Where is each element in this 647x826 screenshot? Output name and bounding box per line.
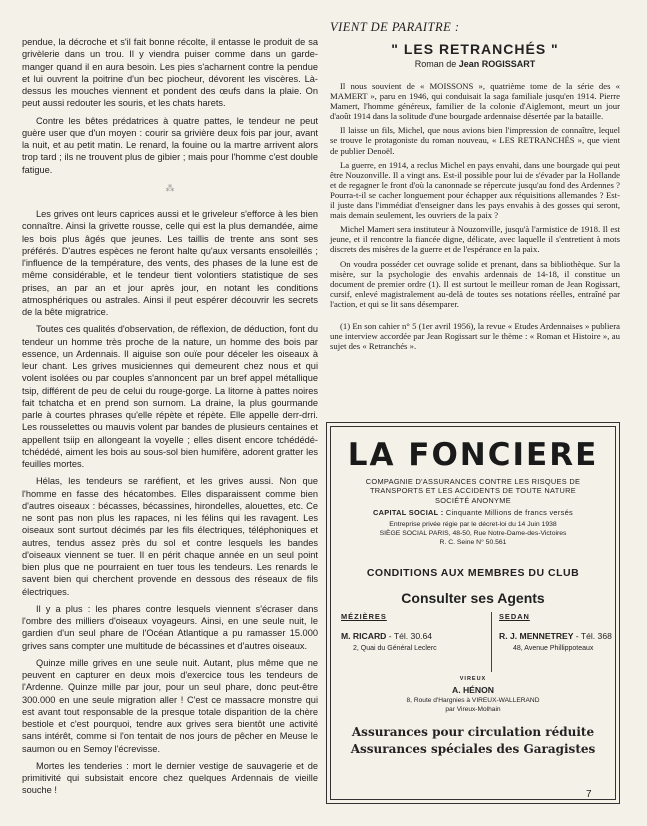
footnote-text: (1) En son cahier n° 5 (1er avril 1956), la revue « Etudes Ardennaises » publiera une interview accordée par Jean Rogissart sur le thème : « Roman et Histoire », au sujet des « Retranchés ». xyxy=(330,320,620,352)
review-paragraph: Il nous souvient de « MOISSONS », quatrième tome de la série des « MAMERT », paru en 1946, qui conduisait la saga familiale jusqu'en 1914. Pierre Mamert, l'homme généreux, familier de la colonie d'Aiglemont, meurt un jour d'août 1914 dans la solitude d'une bourgade ardennaise désertée par la bataille. xyxy=(330,81,620,122)
review-paragraph: Michel Mamert sera instituteur à Nouzonville, jusqu'à l'armistice de 1918. Il est jeune, et il rencontre la fiancée digne, délicate, avec laquelle il s'entretient à mots discrets des misères de la guerre et de l'espérance en la paix. xyxy=(330,224,620,255)
section-separator: ⁂ xyxy=(165,182,175,193)
agent-name: A. HÉNON xyxy=(451,685,495,696)
ad-desc-line: COMPAGNIE D'ASSURANCES CONTRE LES RISQUES DE xyxy=(365,477,581,486)
book-title: " LES RETRANCHÉS " xyxy=(391,41,559,57)
agent-vireux xyxy=(331,676,615,714)
article-paragraph: Hélas, les tendeurs se raréfient, et les grives aussi. Non que l'homme en fasse des hécatombes. Elles disparaissent comme bien d'autres oiseaux : bécasses, bécassines, hirondelles, alouettes, etc. Ce ne sont pas non plus les rapaces, ni les félins qui les ravagent. Les oiseaux sont surtout décimés par les fils électriques, téléphoniques et autres, tendus assez près du sol et contre lesquels les bandes d'oiseaux viennent se tuer. Il en périt chaque année en un seul point bien plus que ne pourraient en tuer tous les tendeurs. Les renards le savent bien qui cherchent provende en dessous des réseaux de fils électriques. xyxy=(22,476,318,597)
ad-desc-line: TRANSPORTS ET LES ACCIDENTS DE TOUTE NATURE xyxy=(369,486,577,496)
agent-address xyxy=(331,697,615,714)
ad-conditions: CONDITIONS AUX MEMBRES DU CLUB xyxy=(366,567,580,580)
article-paragraph: Mortes les tenderies : mort le dernier vestige de sauvagerie et de primitivité qui subsistait encore chez quelques Ardennais de vieille souche ! xyxy=(22,760,318,796)
agent-city: MÉZIÈRES xyxy=(341,612,387,622)
ad-inner-frame xyxy=(330,426,616,800)
review-body xyxy=(330,81,620,309)
article-paragraph: Il y a plus : les phares contre lesquels viennent s'écraser dans l'ombre des milliers d'oiseaux voyageurs. Ainsi, en une seule nuit, le gardien d'un seul phare de l'Océan Atlantique a pu ramasser 15.000 grives sans compter une multitude de bécassines et d'autres oiseaux. xyxy=(22,603,318,651)
ad-description xyxy=(331,477,615,505)
article-paragraph: Toutes ces qualités d'observation, de réflexion, de déduction, font du tendeur un homme très proche de la nature, un homme des bois par essence, un Ardennais. Il aiguise son ouïe pour déceler les oiseaux à leur chant. Les grives musiciennes qui demeurent chez nous et qui volent isolées ou par couples s'annoncent par un bref appel métallique tsip, différent de peu de celui du rouge-gorge. La litorne à pattes noires fait tchatcha et en prend son surnom. La draine, la plus gourmande parle à courtes phrases qu'elle répète et répète. Elle appelle derr-drri. Les rousselettes ou mauvis volent par bandes de plusieurs centaines et appellent tsiip en allongeant la voyelle ; elles disent encore tchédédé-tchédédé, aiment les bois au sous-sol bien humifère, adorent gratter les feuilles mortes. xyxy=(22,324,318,469)
ad-legal-line: R. C. Seine N° 50.561 xyxy=(439,539,507,547)
agents-block xyxy=(331,612,615,676)
ad-offer-1: Assurances pour circulation réduite xyxy=(351,725,595,740)
page-number: 7 xyxy=(586,789,592,800)
agent-address-line: par Vireux-Molhain xyxy=(445,705,501,713)
ad-legal-line: SIÈGE SOCIAL PARIS, 48-50, Rue Notre-Dame-des-Victoires xyxy=(379,530,567,538)
book-author: Jean ROGISSART xyxy=(458,59,536,69)
agent-sedan xyxy=(499,612,612,652)
capital-label: CAPITAL SOCIAL : xyxy=(372,508,444,518)
ad-desc-line: SOCIÉTÉ ANONYME xyxy=(435,495,511,505)
agent-mezieres xyxy=(341,612,437,652)
ad-legal xyxy=(331,520,615,547)
article-paragraph: Contre les bêtes prédatrices à quatre pattes, le tendeur ne peut guère user que d'un moyen : courir sa grivière deux fois par jour, avant la nuit, et au petit matin. Le renard, la fouine ou la martre arrivent alors trop tard ; ils ne trouvent plus de gibier ; mais pour l'homme c'est double fatigue. xyxy=(22,115,318,175)
book-byline xyxy=(330,59,620,69)
review-paragraph: La guerre, en 1914, a reclus Michel en pays envahi, dans une bourgade qui peut être Nouzonville. Il a vingt ans. Est-il possible pour lui de s'évader par la Hollande et de regagner le front d'où la canonnade se répercute jusqu'au fond des Ardennes ? Pourra-t-il se cacher longuement pour échapper aux réquisitions allemandes ? Est-il juste dans l'immédiat d'enseigner dans les pays envahis à des gosses qui seront, mais demain seulement, les ouvriers de la paix ? xyxy=(330,159,620,221)
byline-prefix: Roman de xyxy=(414,59,457,69)
agent-name-text: R. J. MENNETREY xyxy=(499,631,574,642)
agent-address: 48, Avenue Phillippoteaux xyxy=(513,645,594,653)
ad-title: LA FONCIERE xyxy=(347,437,599,473)
left-article xyxy=(22,36,318,802)
ad-offer-2: Assurances spéciales des Garagistes xyxy=(350,742,596,757)
review-paragraph: Il laisse un fils, Michel, que nous avions bien l'impression de connaître, lequel se trouve le protagoniste du roman nouveau, « LES RETRANCHÉS », que vient de publier Denoël. xyxy=(330,125,620,156)
agent-name-text: M. RICARD xyxy=(341,631,387,642)
article-paragraph: pendue, la décroche et s'il fait bonne récolte, il entasse le produit de sa grivèlerie dans un trou. Il y viendra puiser comme dans un garde-manger quand il en aura besoin. Les pies s'acharnent contre la pendue et lui ouvrent la poitrine d'un bec piocheur, dévorent les viscères. Là-dessus les mouches viennent et pondent des œufs dans la plaie. On peut aussi redouter les souris, et les chats harets. xyxy=(22,37,318,109)
ad-legal-line: Entreprise privée régie par le décret-loi du 14 Juin 1938 xyxy=(389,521,557,529)
agent-address-line: 8, Route d'Hargnies à VIREUX-WALLERAND xyxy=(406,697,540,705)
article-paragraph: Les grives ont leurs caprices aussi et le griveleur s'efforce à les bien connaître. Ainsi la grivette rousse, celle qui est la plus demandée, aime les bois plus âgés que jeunes. Les taillis de trente ans sont ses préférés. D'autres espèces ne feront halte qu'aux versants ensoleillés ; l'influence de la température, des vents, des phases de la lune est de même considérable, et le tendeur tient volontiers statistique de ses prises, an par an et jour après jour, en notant les conditions atmosphériques ou astrales. Ainsi il peut espérer découvrir les secrets de la bête migratrice. xyxy=(22,209,318,317)
footnote xyxy=(330,317,620,351)
capital-value: Cinquante Millions de francs versés xyxy=(445,508,574,518)
agent-name xyxy=(499,631,612,641)
ad-capital xyxy=(331,508,615,517)
review-kicker: VIENT DE PARAITRE : xyxy=(330,20,460,34)
agent-city: SEDAN xyxy=(499,612,530,622)
agent-tel: - Tél. 368 xyxy=(575,631,612,642)
review-paragraph: On voudra posséder cet ouvrage solide et prenant, dans sa bibliothèque. Sur la misère, sur la psychologie des envahis ardennais de 14-18, il constitue un document de premier ordre (1). Il est surtout le meilleur roman de Jean Rogissart, cursif, enlevé magistralement au-delà de toutes ses notations réelles, entraîné par l'action, et qui se lit sans désemparer. xyxy=(330,258,620,309)
agent-name xyxy=(341,631,437,641)
agent-tel: - Tél. 30.64 xyxy=(388,631,433,642)
book-review xyxy=(330,12,620,351)
agents-divider xyxy=(491,612,492,672)
agent-city: VIREUX xyxy=(459,676,487,683)
agent-address: 2, Quai du Général Leclerc xyxy=(353,645,437,653)
insurance-advertisement xyxy=(326,422,620,804)
ad-consult: Consulter ses Agents xyxy=(401,590,545,607)
article-paragraph: Quinze mille grives en une seule nuit. Autant, plus même que ne peuvent en capturer en deux mois d'exercice tous les tendeurs de l'Ardenne. Quinze mille par jour, pour un seul phare, donc peut-être 300.000 en une seule migration aller ! C'est ce massacre monstre qui est avant tout responsable de la presque totale disparition de la chère bestiole et c'est pourquoi, tendre aux grives sera bientôt une activité sans intérêt, comme si l'on tentait de nos jours de pêcher en Meuse le saumon ou en Semoy l'écrevisse. xyxy=(22,657,318,754)
